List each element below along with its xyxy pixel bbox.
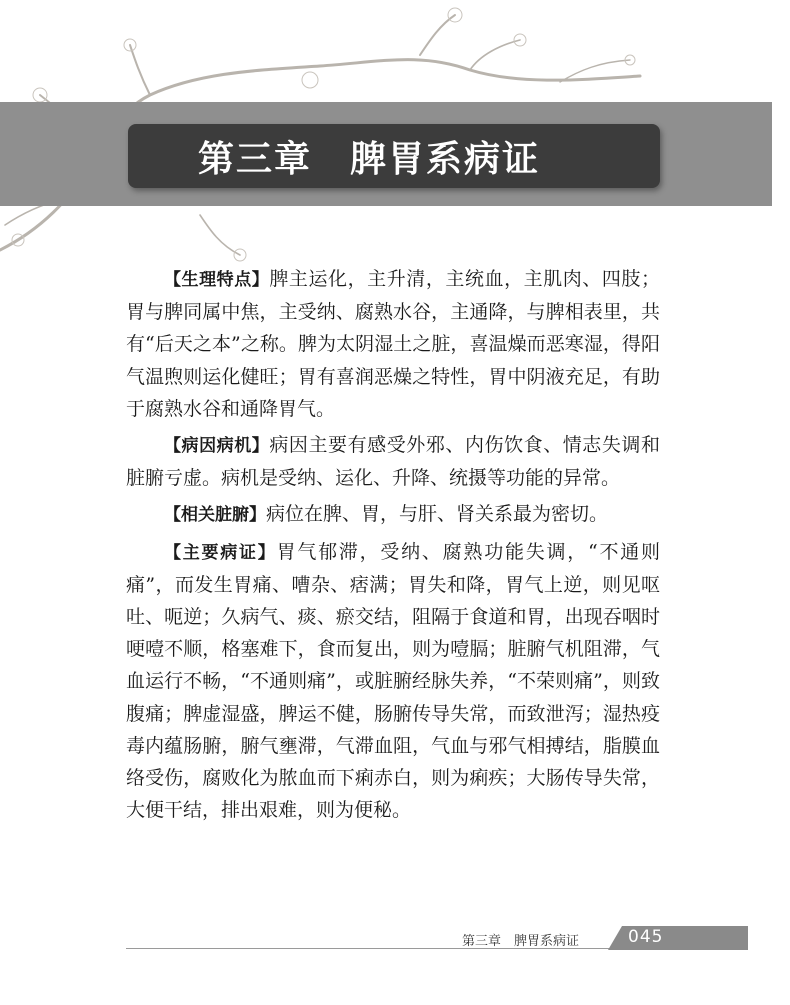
paragraph-physiology — [126, 263, 660, 425]
paragraph-label: 【主要病证】 — [164, 542, 277, 563]
paragraph-text: 胃气郁滞，受纳、腐熟功能失调，“不通则痛”，而发生胃痛、嘈杂、痞满；胃失和降，胃气上逆，则见呕吐、呃逆；久病气、痰、瘀交结，阻隔于食道和胃，出现吞咽时哽噎不顺，格塞难下，食而复出，则为噎膈；脏腑气机阻滞，气血运行不畅，“不通则痛”，或脏腑经脉失养，“不荣则痛”，则致腹痛；脾虚湿盛，脾运不健，肠腑传导失常，而致泄泻；湿热疫毒内蕴肠腑，腑气壅滞，气滞血阻，气血与邪气相搏结，脂膜血络受伤，腐败化为脓血而下痢赤白，则为痢疾；大肠传导失常，大便干结，排出艰难，则为便秘。 — [126, 540, 661, 822]
paragraph-text: 病因主要有感受外邪、内伤饮食、情志失调和脏腑亏虚。病机是受纳、运化、升降、统摄等功能的异常。 — [126, 434, 660, 490]
paragraph-organs — [126, 498, 660, 531]
paragraph-text: 病位在脾、胃，与肝、肾关系最为密切。 — [266, 503, 609, 526]
paragraph-syndromes — [126, 536, 660, 827]
paragraph-label: 【生理特点】 — [164, 270, 270, 290]
paragraph-etiology — [126, 429, 660, 494]
body-text — [126, 263, 660, 830]
footer-chapter: 第三章 脾胃系病证 — [462, 934, 580, 949]
paragraph-label: 【相关脏腑】 — [164, 505, 266, 526]
chapter-title: 第三章 脾胃系病证 — [198, 138, 541, 180]
paragraph-label: 【病因病机】 — [164, 436, 270, 457]
paragraph-text: 脾主运化，主升清，主统血，主肌肉、四肢；胃与脾同属中焦，主受纳、腐熟水谷，主通降，与脾相表里，共有“后天之本”之称。脾为太阴湿土之脏，喜温燥而恶寒湿，得阳气温煦则运化健旺；胃有喜润恶燥之特性，胃中阴液充足，有助于腐熟水谷和通降胃气。 — [126, 268, 660, 420]
chapter-title-box — [128, 124, 660, 188]
page-number: 045 — [628, 927, 664, 947]
